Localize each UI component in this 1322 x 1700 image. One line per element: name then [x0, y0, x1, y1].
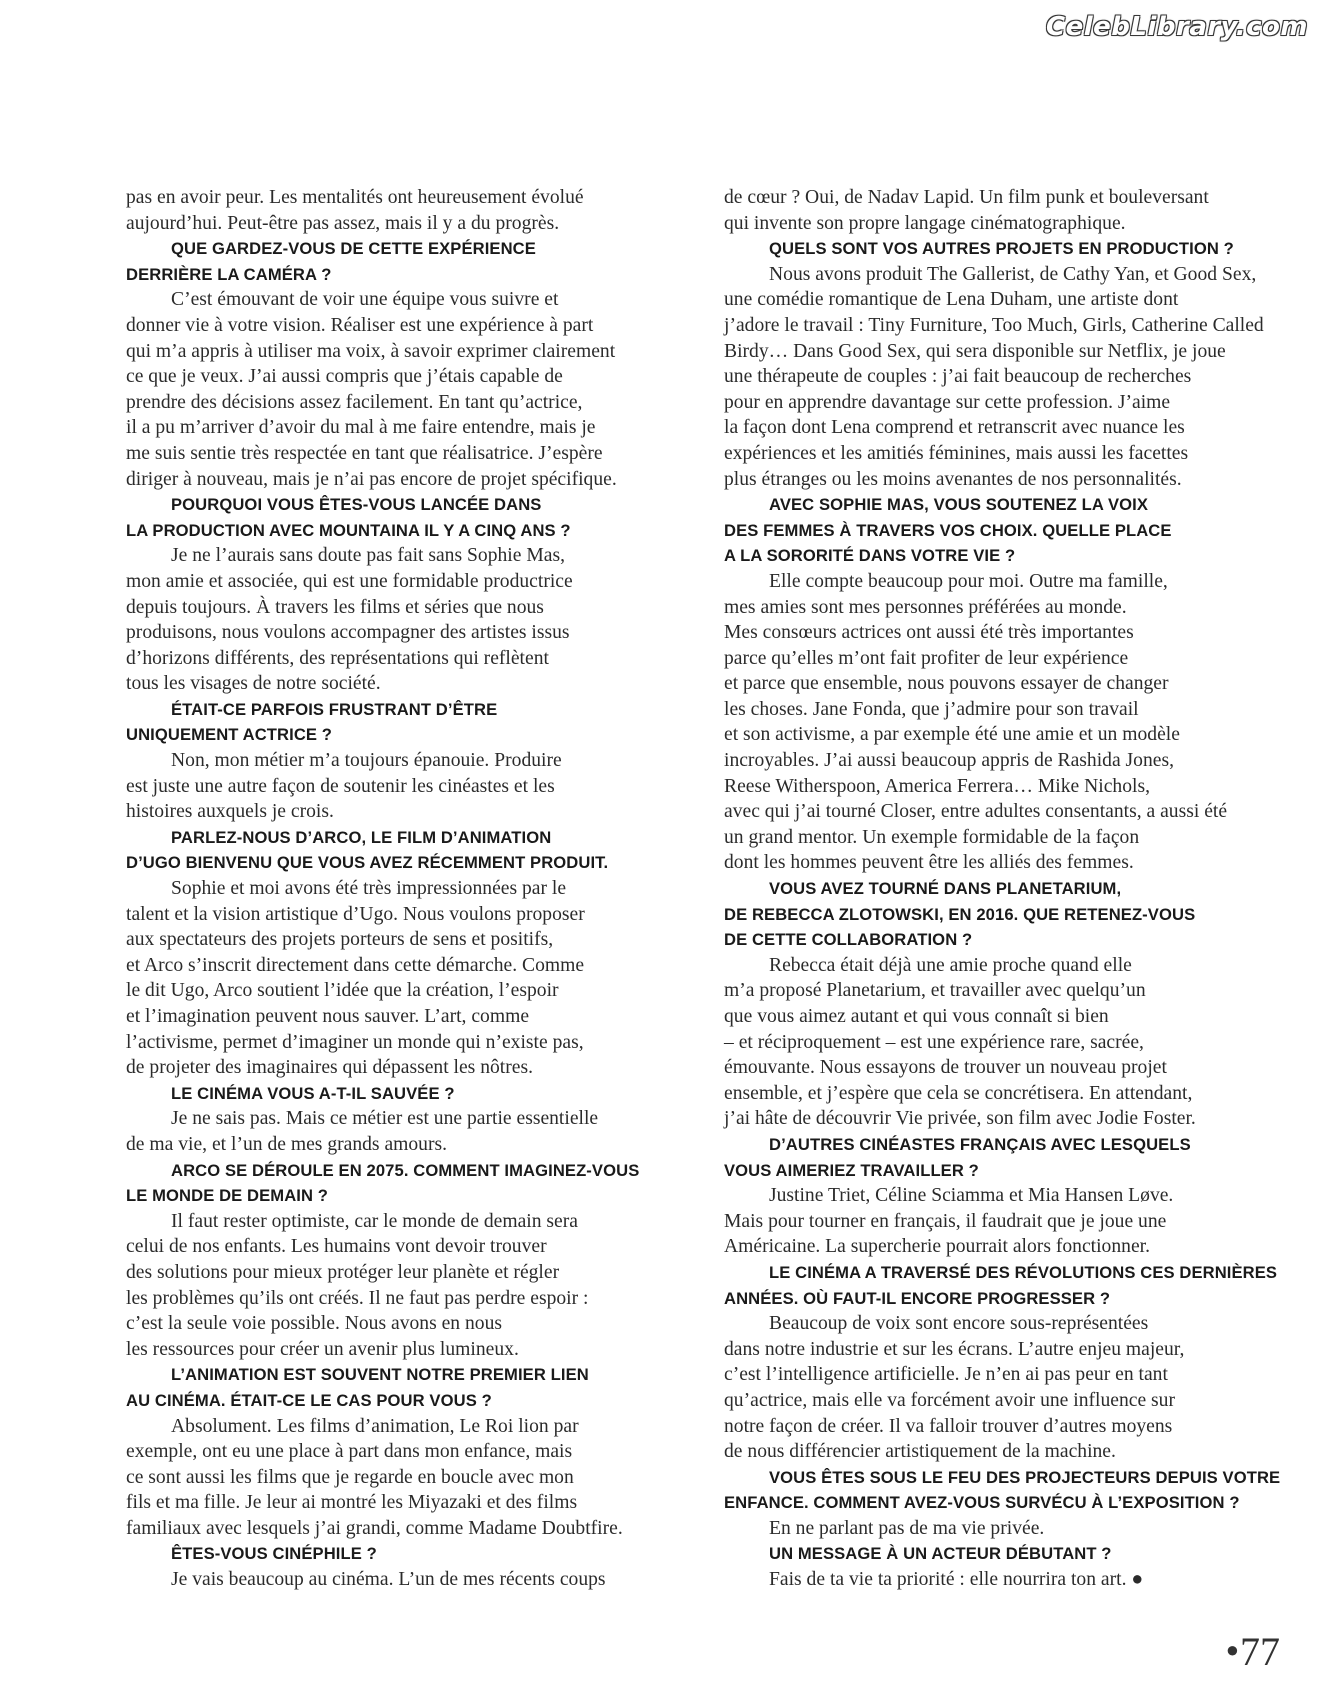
body-line: produisons, nous voulons accompagner des artistes issus	[126, 622, 570, 644]
body-line: de cœur ? Oui, de Nadav Lapid. Un film punk et bouleversant	[724, 187, 1209, 208]
body-line: des solutions pour mieux protéger leur planète et régler	[126, 1261, 560, 1283]
body-line: expériences et les amitiés féminines, mais aussi les facettes	[724, 442, 1189, 464]
body-line: de ma vie, et l’un de mes grands amours.	[126, 1133, 448, 1155]
question-line: LE CINÉMA VOUS A-T-IL SAUVÉE ?	[171, 1083, 455, 1103]
body-line: et son activisme, a par exemple été une amie et un modèle	[724, 724, 1180, 746]
body-line: – et réciproquement – est une expérience rare, sacrée,	[724, 1031, 1144, 1053]
body-line: me suis sentie très respectée en tant que réalisatrice. J’espère	[126, 442, 603, 464]
body-line: Sophie et moi avons été très impressionnées par le	[171, 878, 567, 900]
left-column	[126, 185, 646, 1593]
body-line: Rebecca était déjà une amie proche quand elle	[769, 954, 1132, 976]
body-line: qu’actrice, mais elle va forcément avoir une influence sur	[724, 1389, 1175, 1411]
body-line: Je vais beaucoup au cinéma. L’un de mes récents coups	[171, 1569, 606, 1591]
body-line: de nous différencier artistiquement de la machine.	[724, 1441, 1116, 1463]
body-line: ce que je veux. J’ai aussi compris que j’étais capable de	[126, 366, 563, 388]
body-line: ensemble, et j’espère que cela se concrétisera. En attendant,	[724, 1082, 1193, 1104]
body-line: les problèmes qu’ils ont créés. Il ne faut pas perdre espoir :	[126, 1287, 589, 1309]
body-line: incroyables. J’ai aussi beaucoup appris de Rashida Jones,	[724, 750, 1174, 772]
question-line: ENFANCE. COMMENT AVEZ-VOUS SURVÉCU À L’EXPOSITION ?	[724, 1493, 1240, 1513]
question-line: AVEC SOPHIE MAS, VOUS SOUTENEZ LA VOIX	[769, 495, 1149, 515]
body-line: est juste une autre façon de soutenir les cinéastes et les	[126, 775, 555, 797]
body-line: un grand mentor. Un exemple formidable de la façon	[724, 826, 1140, 848]
question-line: PARLEZ-NOUS D’ARCO, LE FILM D’ANIMATION	[171, 827, 552, 847]
body-line: avec qui j’ai tourné Closer, entre adultes consentants, a aussi été	[724, 801, 1228, 823]
body-line: celui de nos enfants. Les humains vont devoir trouver	[126, 1236, 547, 1258]
body-line: l’activisme, permet d’imaginer un monde qui n’existe pas,	[126, 1031, 584, 1053]
question-line: UN MESSAGE À UN ACTEUR DÉBUTANT ?	[769, 1544, 1112, 1564]
body-line: j’ai hâte de découvrir Vie privée, son film avec Jodie Foster.	[724, 1108, 1196, 1130]
body-line: les ressources pour créer un avenir plus lumineux.	[126, 1338, 519, 1360]
body-line: qui invente son propre langage cinématographique.	[724, 212, 1126, 234]
watermark: CelebLibrary.com	[1046, 12, 1308, 42]
body-line: d’horizons différents, des représentations qui reflètent	[126, 647, 549, 669]
question-line: VOUS AIMERIEZ TRAVAILLER ?	[724, 1160, 979, 1180]
question-line: LE MONDE DE DEMAIN ?	[126, 1186, 329, 1206]
question-line: POURQUOI VOUS ÊTES-VOUS LANCÉE DANS	[171, 495, 542, 515]
body-line: tous les visages de notre société.	[126, 673, 381, 695]
body-line: ce sont aussi les films que je regarde en boucle avec mon	[126, 1466, 574, 1488]
body-line: Justine Triet, Céline Sciamma et Mia Hansen Løve.	[769, 1185, 1174, 1207]
question-line: VOUS ÊTES SOUS LE FEU DES PROJECTEURS DEPUIS VOTRE	[769, 1467, 1281, 1487]
body-line: familiaux avec lesquels j’ai grandi, comme Madame Doubtfire.	[126, 1517, 623, 1539]
body-line: exemple, ont eu une place à part dans mon enfance, mais	[126, 1441, 573, 1463]
body-line: il a pu m’arriver d’avoir du mal à me faire entendre, mais je	[126, 417, 596, 439]
body-line: notre façon de créer. Il va falloir trouver d’autres moyens	[724, 1415, 1173, 1437]
body-line: mes amies sont mes personnes préférées au monde.	[724, 596, 1127, 618]
body-line: Non, mon métier m’a toujours épanouie. Produire	[171, 750, 562, 772]
page-number-value: 77	[1240, 1629, 1280, 1674]
body-line: Fais de ta vie ta priorité : elle nourrira ton art. ●	[769, 1569, 1144, 1591]
question-line: ANNÉES. OÙ FAUT-IL ENCORE PROGRESSER ?	[724, 1288, 1111, 1308]
question-line: L’ANIMATION EST SOUVENT NOTRE PREMIER LIEN	[171, 1365, 589, 1385]
question-line: A LA SORORITÉ DANS VOTRE VIE ?	[724, 546, 1016, 566]
body-line: Mais pour tourner en français, il faudrait que je joue une	[724, 1210, 1167, 1232]
body-line: émouvante. Nous essayons de trouver un nouveau projet	[724, 1057, 1167, 1079]
question-line: VOUS AVEZ TOURNÉ DANS PLANETARIUM,	[769, 879, 1122, 899]
question-line: LE CINÉMA A TRAVERSÉ DES RÉVOLUTIONS CES DERNIÈRES	[769, 1262, 1278, 1282]
body-line: Reese Witherspoon, America Ferrera… Mike Nichols,	[724, 775, 1150, 797]
body-line: pas en avoir peur. Les mentalités ont heureusement évolué	[126, 187, 584, 208]
body-line: parce qu’elles m’ont fait profiter de leur expérience	[724, 647, 1129, 669]
body-line: Mes consœurs actrices ont aussi été très importantes	[724, 622, 1134, 644]
body-line: fils et ma fille. Je leur ai montré les Miyazaki et des films	[126, 1492, 578, 1514]
question-line: LA PRODUCTION AVEC MOUNTAINA IL Y A CINQ ANS ?	[126, 520, 571, 540]
body-line: Il faut rester optimiste, car le monde de demain sera	[171, 1210, 578, 1232]
question-line: QUE GARDEZ-VOUS DE CETTE EXPÉRIENCE	[171, 239, 536, 259]
body-line: c’est la seule voie possible. Nous avons en nous	[126, 1313, 503, 1335]
body-line: mon amie et associée, qui est une formidable productrice	[126, 570, 573, 592]
body-line: m’a proposé Planetarium, et travailler avec quelqu’un	[724, 980, 1146, 1002]
body-line: Je ne sais pas. Mais ce métier est une partie essentielle	[171, 1108, 599, 1130]
body-line: aujourd’hui. Peut-être pas assez, mais il y a du progrès.	[126, 212, 560, 234]
bullet-icon: ●	[1225, 1637, 1239, 1662]
question-line: DERRIÈRE LA CAMÉRA ?	[126, 264, 332, 284]
question-line: DE REBECCA ZLOTOWSKI, EN 2016. QUE RETENEZ-VOUS	[724, 904, 1196, 924]
question-line: D’UGO BIENVENU QUE VOUS AVEZ RÉCEMMENT PRODUIT.	[126, 853, 609, 873]
body-line: Birdy… Dans Good Sex, qui sera disponible sur Netflix, je joue	[724, 340, 1226, 362]
body-line: de projeter des imaginaires qui dépassent les nôtres.	[126, 1057, 533, 1079]
body-line: c’est l’intelligence artificielle. Je n’en ai pas peur en tant	[724, 1364, 1168, 1386]
body-line: diriger à nouveau, mais je n’ai pas encore de projet spécifique.	[126, 468, 617, 490]
body-line: C’est émouvant de voir une équipe vous suivre et	[171, 289, 559, 311]
body-line: aux spectateurs des projets porteurs de sens et positifs,	[126, 929, 554, 951]
body-line: prendre des décisions assez facilement. En tant qu’actrice,	[126, 391, 583, 413]
question-line: ÉTAIT-CE PARFOIS FRUSTRANT D’ÊTRE	[171, 699, 498, 719]
body-line: les choses. Jane Fonda, que j’admire pour son travail	[724, 698, 1139, 720]
body-line: dans notre industrie et sur les écrans. L’autre enjeu majeur,	[724, 1338, 1185, 1360]
body-line: et l’imagination peuvent nous sauver. L’art, comme	[126, 1006, 530, 1027]
body-line: plus étranges ou les moins avenantes de nos personnalités.	[724, 468, 1182, 490]
body-line: dont les hommes peuvent être les alliés des femmes.	[724, 852, 1134, 874]
body-line: j’adore le travail : Tiny Furniture, Too Much, Girls, Catherine Called	[724, 314, 1264, 336]
body-line: Absolument. Les films d’animation, Le Roi lion par	[171, 1415, 579, 1437]
question-line: DE CETTE COLLABORATION ?	[724, 930, 973, 950]
body-line: Américaine. La supercherie pourrait alors fonctionner.	[724, 1236, 1150, 1258]
body-line: qui m’a appris à utiliser ma voix, à savoir exprimer clairement	[126, 340, 616, 362]
body-line: talent et la vision artistique d’Ugo. Nous voulons proposer	[126, 903, 585, 925]
question-line: QUELS SONT VOS AUTRES PROJETS EN PRODUCTION ?	[769, 239, 1234, 259]
body-line: Nous avons produit The Gallerist, de Cathy Yan, et Good Sex,	[769, 263, 1257, 285]
body-line: et parce que ensemble, nous pouvons essayer de changer	[724, 673, 1169, 695]
body-line: depuis toujours. À travers les films et séries que nous	[126, 596, 544, 618]
body-line: Je ne l’aurais sans doute pas fait sans Sophie Mas,	[171, 545, 565, 567]
question-line: AU CINÉMA. ÉTAIT-CE LE CAS POUR VOUS ?	[126, 1390, 492, 1410]
body-line: donner vie à votre vision. Réaliser est une expérience à part	[126, 314, 594, 336]
body-line: histoires auxquels je crois.	[126, 801, 334, 823]
body-line: Elle compte beaucoup pour moi. Outre ma famille,	[769, 570, 1168, 592]
body-line: pour en apprendre davantage sur cette profession. J’aime	[724, 391, 1171, 413]
body-line: une comédie romantique de Lena Duham, une artiste dont	[724, 289, 1179, 311]
right-column	[724, 185, 1281, 1593]
body-line: le dit Ugo, Arco soutient l’idée que la création, l’espoir	[126, 980, 559, 1002]
body-line: et Arco s’inscrit directement dans cette démarche. Comme	[126, 954, 585, 976]
question-line: ARCO SE DÉROULE EN 2075. COMMENT IMAGINEZ-VOUS	[171, 1160, 640, 1180]
question-line: DES FEMMES À TRAVERS VOS CHOIX. QUELLE PLACE	[724, 520, 1172, 540]
body-line: la façon dont Lena comprend et retranscrit avec nuance les	[724, 417, 1185, 439]
body-line: En ne parlant pas de ma vie privée.	[769, 1517, 1045, 1539]
body-line: que vous aimez autant et qui vous connaît si bien	[724, 1006, 1109, 1027]
question-line: ÊTES-VOUS CINÉPHILE ?	[171, 1544, 377, 1564]
page-number	[1226, 1628, 1280, 1675]
body-line: Beaucoup de voix sont encore sous-représentées	[769, 1313, 1149, 1335]
question-line: UNIQUEMENT ACTRICE ?	[126, 725, 333, 745]
question-line: D’AUTRES CINÉASTES FRANÇAIS AVEC LESQUELS	[769, 1134, 1191, 1154]
body-line: une thérapeute de couples : j’ai fait beaucoup de recherches	[724, 366, 1192, 388]
